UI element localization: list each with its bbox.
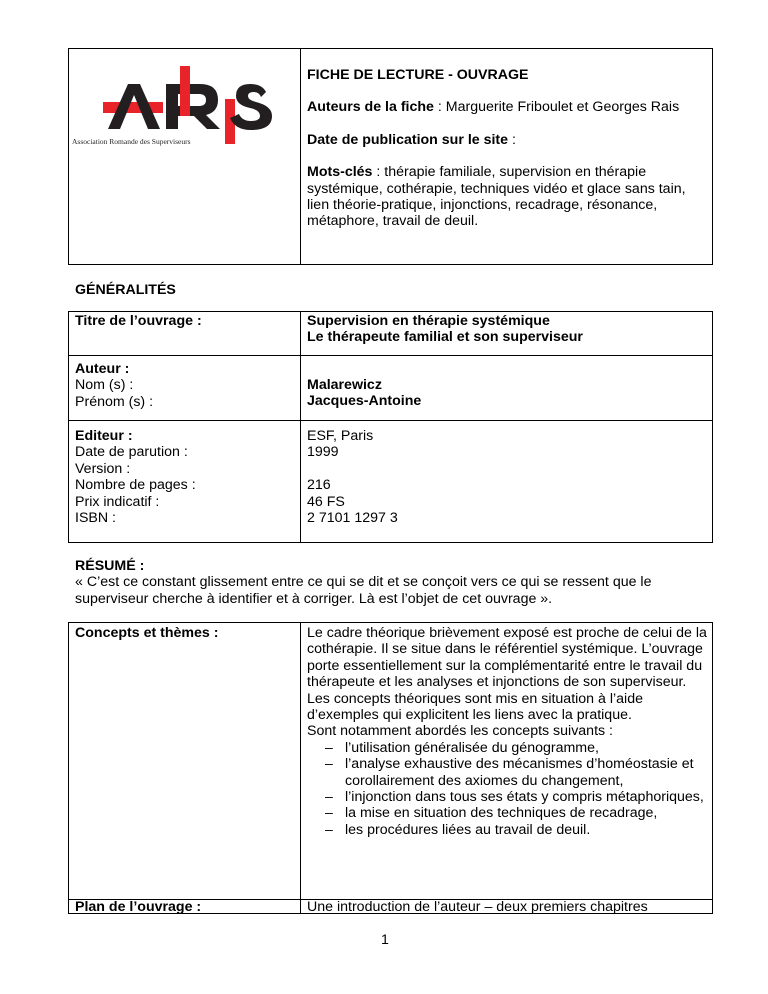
- prenom-value: Jacques-Antoine: [307, 393, 422, 410]
- publication-date-value: :: [508, 131, 516, 148]
- keywords-value: : thérapie familiale, supervision en thérapie systémique, cothérapie, techniques vidéo et glace sans tain, lien théorie-pratique, injonctions, recadrage, résonance, métaphore, travail de deuil.: [307, 164, 686, 230]
- ars-logo: [70, 62, 295, 152]
- editeur-values: [307, 428, 398, 526]
- fiche-authors: [307, 99, 703, 115]
- nom-label: Nom (s) :: [75, 377, 134, 394]
- logo-subtitle: Association Romande des Superviseurs: [72, 137, 191, 146]
- concepts-paragraph: Le cadre théorique brièvement exposé est proche de celui de la cothérapie. Il se situe dans le référentiel systémique. L’ouvrage porte essentiellement sur la complémentarité entre le travail du thérapeute et les analyses et injonctions de son superviseur. Les concepts théoriques sont mis en situation à l’aide d’exemples qui explicitent les liens avec la pratique.: [307, 625, 707, 724]
- nom-value: Malarewicz: [307, 377, 382, 393]
- publication-date-label: Date de publication sur le site: [307, 131, 509, 148]
- titre-label: Titre de l’ouvrage :: [75, 313, 202, 329]
- list-item: – l’utilisation généralisée du génogramme,: [307, 740, 707, 756]
- auteur-labels: [75, 361, 153, 410]
- prix-value: 46 FS: [307, 493, 345, 510]
- auteur-values: [307, 377, 421, 410]
- concepts-label: Concepts et thèmes :: [75, 625, 219, 641]
- list-item: – la mise en situation des techniques de recadrage,: [307, 805, 707, 821]
- section-generalites: GÉNÉRALITÉS: [75, 282, 176, 298]
- info-table-divider: [300, 311, 301, 542]
- concepts-list-intro: Sont notamment abordés les concepts suivants :: [307, 723, 613, 740]
- editeur-value: ESF, Paris: [307, 428, 374, 444]
- pages-label: Nombre de pages :: [75, 477, 196, 494]
- concepts-table-divider: [300, 622, 301, 913]
- date-parution-label: Date de parution :: [75, 444, 188, 461]
- plan-text: Une introduction de l’auteur – deux premiers chapitres: [307, 899, 648, 915]
- sheet-title: FICHE DE LECTURE - OUVRAGE: [307, 67, 529, 83]
- titre-line-2: Le thérapeute familial et son superviseur: [307, 329, 583, 346]
- editeur-label: Editeur :: [75, 428, 133, 444]
- keywords-label: Mots-clés: [307, 164, 373, 181]
- prix-label: Prix indicatif :: [75, 493, 160, 510]
- resume-heading: RÉSUMÉ :: [75, 558, 145, 574]
- auteur-label: Auteur :: [75, 361, 130, 377]
- isbn-label: ISBN :: [75, 510, 116, 527]
- fiche-authors-value: : Marguerite Friboulet et Georges Rais: [433, 99, 680, 116]
- date-parution-value: 1999: [307, 444, 339, 461]
- fiche-authors-label: Auteurs de la fiche: [307, 99, 434, 116]
- ars-logo-graphic: [70, 62, 295, 152]
- version-label: Version :: [75, 460, 131, 477]
- resume: [75, 558, 705, 607]
- concepts-content: [307, 625, 707, 838]
- version-value: [307, 461, 398, 477]
- concepts-list: [307, 740, 707, 838]
- titre-line-1: Supervision en thérapie systémique: [307, 313, 550, 329]
- titre-value: [307, 313, 703, 346]
- pages-value: 216: [307, 477, 331, 494]
- prenom-label: Prénom (s) :: [75, 393, 154, 410]
- info-row-sep-2: [68, 420, 712, 421]
- resume-text: « C’est ce constant glissement entre ce qui se dit et se conçoit vers ce qui se ressent que le superviseur cherche à identifier et à corriger. Là est l’objet de cet ouvrage ».: [75, 574, 652, 607]
- isbn-value: 2 7101 1297 3: [307, 510, 398, 527]
- editeur-labels: [75, 428, 196, 526]
- header-divider: [300, 48, 301, 264]
- header-text: [307, 67, 703, 230]
- keywords: [307, 164, 703, 230]
- list-item: – l’analyse exhaustive des mécanismes d’homéostasie et corollairement des axiomes du changement,: [307, 756, 707, 789]
- publication-date: [307, 132, 703, 148]
- info-row-sep-1: [68, 355, 712, 356]
- plan-label: Plan de l’ouvrage :: [75, 899, 202, 915]
- list-item: – les procédures liées au travail de deuil.: [307, 822, 707, 838]
- page-number: 1: [381, 932, 389, 948]
- list-item: – l’injonction dans tous ses états y compris métaphoriques,: [307, 789, 707, 805]
